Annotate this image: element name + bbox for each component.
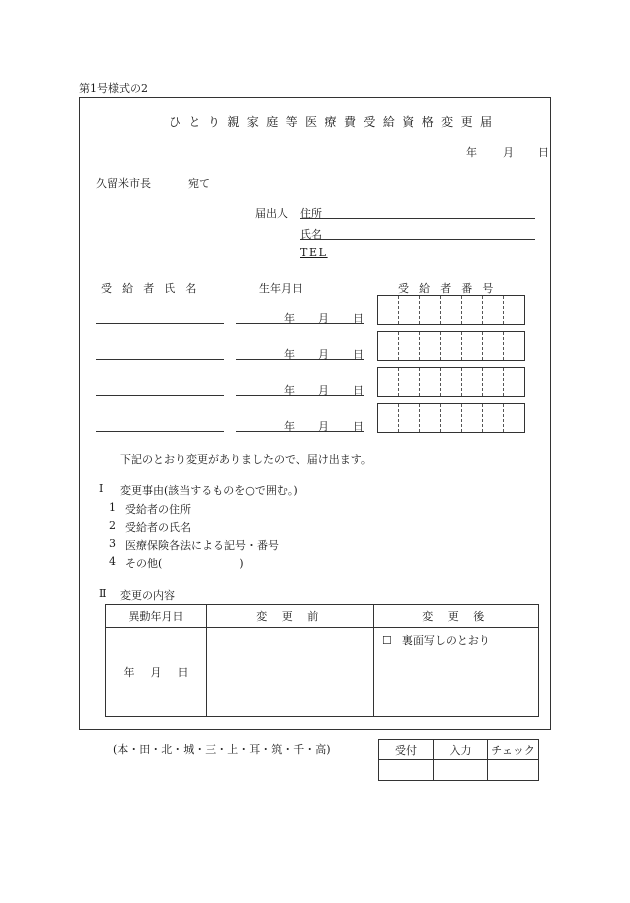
- recipient-number-boxes[interactable]: [377, 367, 525, 397]
- birth-year: 年: [284, 420, 295, 433]
- reason-item-num: 1: [109, 501, 116, 514]
- applicant-address-label: 住所: [300, 207, 322, 220]
- section2-numeral: Ⅱ: [99, 587, 107, 600]
- reason-item-text: 受給者の氏名: [125, 521, 191, 534]
- recipient-name-line[interactable]: [96, 323, 224, 324]
- birth-day: 日: [353, 312, 364, 325]
- input-header: 入力: [434, 740, 488, 760]
- change-date-cell[interactable]: [106, 628, 207, 717]
- reason-item-text: 受給者の住所: [125, 503, 191, 516]
- recipient-name-line[interactable]: [96, 431, 224, 432]
- recipient-name-header: 受 給 者 氏 名: [101, 282, 200, 295]
- recipient-number-boxes[interactable]: [377, 295, 525, 325]
- section2-heading: 変更の内容: [120, 589, 175, 602]
- date-day-label: 日: [538, 146, 549, 159]
- recipient-name-line[interactable]: [96, 359, 224, 360]
- check-header: チェック: [488, 740, 539, 760]
- col-before-header: 変 更 前: [207, 605, 374, 628]
- col-date-header: 異動年月日: [106, 605, 207, 628]
- birth-year: 年: [284, 348, 295, 361]
- change-before-cell[interactable]: [207, 628, 374, 717]
- col-after-header: 変 更 後: [374, 605, 539, 628]
- birth-day: 日: [353, 420, 364, 433]
- reason-item-text: 医療保険各法による記号・番号: [125, 539, 279, 552]
- check-cell[interactable]: [488, 760, 539, 781]
- reason-item-text: その他( ): [125, 557, 244, 570]
- birth-year: 年: [284, 384, 295, 397]
- reason-item-num: 2: [109, 519, 116, 532]
- recipient-number-header: 受 給 者 番 号: [398, 282, 497, 295]
- change-date-month: 月: [150, 666, 162, 679]
- applicant-tel-label: TEL: [300, 246, 328, 259]
- recipient-birth-line[interactable]: [236, 431, 364, 432]
- applicant-address-line[interactable]: [300, 218, 535, 219]
- branch-offices: (本・田・北・城・三・上・耳・筑・千・高): [113, 743, 331, 756]
- birth-month: 月: [318, 348, 329, 361]
- recipient-birth-line[interactable]: [236, 395, 364, 396]
- form-number: 第1号様式の2: [79, 82, 148, 95]
- section1-heading: 変更事由(該当するものを○で囲む。): [120, 484, 298, 497]
- recipient-birth-line[interactable]: [236, 323, 364, 324]
- office-use-table: [378, 739, 539, 781]
- section1-numeral: Ⅰ: [99, 482, 104, 495]
- birth-day: 日: [353, 384, 364, 397]
- applicant-name-label: 氏名: [300, 228, 322, 241]
- change-date-day: 日: [177, 666, 189, 679]
- recipient-name-line[interactable]: [96, 395, 224, 396]
- applicant-name-line[interactable]: [300, 239, 535, 240]
- addressee-suffix: 宛て: [188, 177, 210, 190]
- recipient-birth-line[interactable]: [236, 359, 364, 360]
- reason-item-num: 4: [109, 555, 116, 568]
- received-header: 受付: [379, 740, 434, 760]
- change-content-table: [105, 604, 539, 717]
- date-year-label: 年: [466, 146, 477, 159]
- statement-text: 下記のとおり変更がありましたので、届け出ます。: [120, 453, 372, 466]
- change-date-year: 年: [123, 666, 135, 679]
- date-month-label: 月: [503, 146, 514, 159]
- applicant-label: 届出人: [255, 207, 288, 220]
- birth-year: 年: [284, 312, 295, 325]
- birth-month: 月: [318, 312, 329, 325]
- addressee-name: 久留米市長: [96, 177, 151, 190]
- reason-item-num: 3: [109, 537, 116, 550]
- change-after-cell[interactable]: [374, 628, 539, 717]
- birth-month: 月: [318, 384, 329, 397]
- attachment-label: 裏面写しのとおり: [401, 634, 490, 647]
- received-cell[interactable]: [379, 760, 434, 781]
- recipient-number-boxes[interactable]: [377, 331, 525, 361]
- birth-day: 日: [353, 348, 364, 361]
- input-cell[interactable]: [434, 760, 488, 781]
- attachment-checkbox[interactable]: ☐: [382, 634, 392, 647]
- recipient-number-boxes[interactable]: [377, 403, 525, 433]
- birth-month: 月: [318, 420, 329, 433]
- recipient-birth-header: 生年月日: [259, 282, 303, 295]
- form-title: ひとり親家庭等医療費受給資格変更届: [169, 115, 500, 129]
